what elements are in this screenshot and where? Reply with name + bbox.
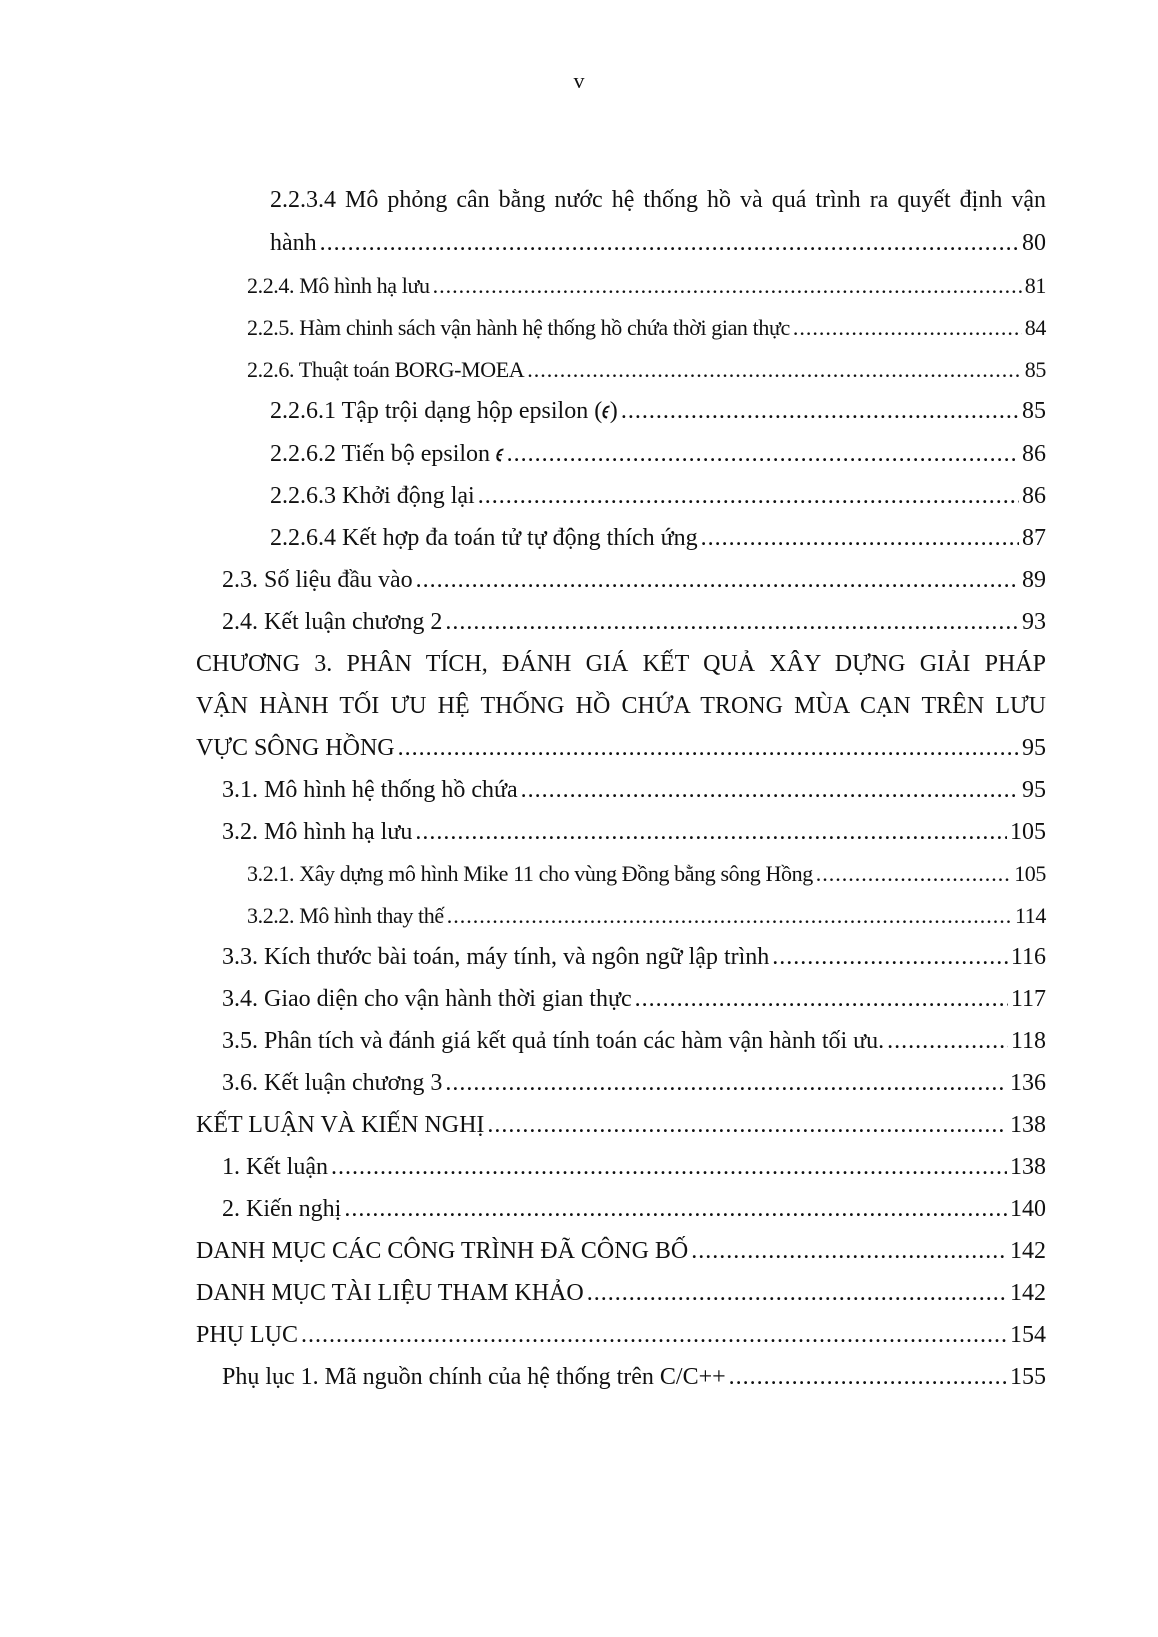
dot-leader	[691, 1238, 1007, 1265]
toc-entry-2234-title-line1: 2.2.3.4 Mô phỏng cân bằng nước hệ thống hồ và quá trình ra quyết định vận	[270, 187, 1046, 213]
toc-page-number: 95	[1022, 777, 1046, 803]
toc-entry-224	[247, 273, 1046, 299]
toc-chapter3-line2	[196, 693, 1046, 720]
dot-leader	[416, 567, 1019, 594]
toc-page-number: 114	[1015, 903, 1046, 928]
toc-entry-2263	[270, 483, 1046, 510]
toc-entry-2261	[270, 398, 1046, 425]
toc-entry-title: 2.2.6.4 Kết hợp đa toán tử tự động thích ứng	[270, 525, 698, 551]
toc-entry-32	[222, 819, 1046, 846]
toc-page-number: 93	[1022, 609, 1046, 635]
toc-entry-title: 3.4. Giao diện cho vận hành thời gian thực	[222, 986, 632, 1012]
dot-leader	[320, 230, 1019, 257]
page-number: v	[573, 68, 585, 93]
dot-leader	[635, 986, 1008, 1013]
toc-entry-title: PHỤ LỤC	[196, 1322, 299, 1348]
toc-chapter3-title-line3: VỰC SÔNG HỒNG	[196, 735, 395, 761]
toc-page-number: 155	[1010, 1364, 1046, 1390]
dot-leader	[621, 398, 1019, 425]
dot-leader	[587, 1280, 1007, 1307]
toc-page-number: 142	[1010, 1280, 1046, 1306]
toc-entry-title: 2.3. Số liệu đầu vào	[222, 567, 413, 593]
toc-entry-321	[247, 861, 1046, 887]
toc-entry-title: 2.2.5. Hàm chinh sách vận hành hệ thống hồ chứa thời gian thực	[247, 315, 790, 340]
toc-entry-2234-title-line2: hành	[270, 230, 317, 256]
dot-leader	[301, 1322, 1007, 1349]
toc-entry-publications	[196, 1238, 1046, 1265]
toc-page-number: 85	[1024, 357, 1046, 382]
toc-entry-322	[247, 903, 1046, 929]
dot-leader	[527, 357, 1022, 383]
toc-chapter3-line1	[196, 651, 1046, 678]
toc-entry-31	[222, 777, 1046, 804]
toc-page-number: 138	[1010, 1112, 1046, 1138]
dot-leader	[521, 777, 1019, 804]
toc-entry-title: 1. Kết luận	[222, 1154, 328, 1180]
toc-entry-conclusion-1	[222, 1154, 1046, 1181]
toc-entry-title: 2.2.6.1 Tập trội dạng hộp epsilon (𝜖)	[270, 398, 618, 424]
dot-leader	[398, 735, 1019, 762]
toc-page-number: 118	[1010, 1028, 1046, 1054]
dot-leader	[887, 1028, 1008, 1055]
toc-entry-title: 2.2.6.2 Tiến bộ epsilon 𝜖	[270, 441, 504, 467]
toc-entry-title: DANH MỤC CÁC CÔNG TRÌNH ĐÃ CÔNG BỐ	[196, 1238, 689, 1264]
toc-entry-title: 2. Kiến nghị	[222, 1196, 342, 1222]
dot-leader	[445, 609, 1019, 636]
toc-entry-appendix	[196, 1322, 1046, 1349]
toc-entry-36	[222, 1070, 1046, 1097]
toc-page-number: 105	[1010, 819, 1046, 845]
dot-leader	[729, 1364, 1007, 1391]
toc-page-number: 87	[1022, 525, 1046, 551]
toc-chapter3-line3	[196, 735, 1046, 762]
dot-leader	[344, 1196, 1007, 1223]
toc-entry-2262	[270, 441, 1046, 468]
toc-entry-references	[196, 1280, 1046, 1307]
toc-page-number: 105	[1014, 861, 1046, 886]
toc-entry-appendix-1	[222, 1364, 1046, 1391]
toc-entry-title: 2.2.6. Thuật toán BORG-MOEA	[247, 357, 525, 382]
dot-leader	[507, 441, 1019, 468]
dot-leader	[445, 1070, 1007, 1097]
toc-entry-title: Phụ lục 1. Mã nguồn chính của hệ thống trên C/C++	[222, 1364, 726, 1390]
toc-page-number: 117	[1010, 986, 1046, 1012]
toc-page-number: 86	[1022, 441, 1046, 467]
toc-entry-title: 3.6. Kết luận chương 3	[222, 1070, 443, 1096]
toc-page-number: 85	[1022, 398, 1046, 424]
toc-entry-225	[247, 315, 1046, 341]
toc-page-number: 86	[1022, 483, 1046, 509]
toc-entry-title: 2.2.4. Mô hình hạ lưu	[247, 273, 430, 298]
toc-entry-title: 3.2.1. Xây dựng mô hình Mike 11 cho vùng Đồng bằng sông Hồng	[247, 861, 813, 886]
dot-leader	[487, 1112, 1007, 1139]
toc-entry-title: 3.2.2. Mô hình thay thế	[247, 903, 444, 928]
toc-page-number: 81	[1024, 273, 1046, 298]
dot-leader	[433, 273, 1022, 299]
toc-entry-2264	[270, 525, 1046, 552]
dot-leader	[331, 1154, 1007, 1181]
toc-page-number: 95	[1022, 735, 1046, 761]
toc-entry-title: DANH MỤC TÀI LIỆU THAM KHẢO	[196, 1280, 584, 1306]
dot-leader	[447, 903, 1012, 929]
toc-entry-title: 3.3. Kích thước bài toán, máy tính, và ngôn ngữ lập trình	[222, 944, 770, 970]
toc-entry-35	[222, 1028, 1046, 1055]
dot-leader	[816, 861, 1011, 887]
toc-page-number: 136	[1010, 1070, 1046, 1096]
toc-entry-title: KẾT LUẬN VÀ KIẾN NGHỊ	[196, 1112, 485, 1138]
toc-page-number: 140	[1010, 1196, 1046, 1222]
toc-entry-title: 2.4. Kết luận chương 2	[222, 609, 443, 635]
toc-entry-title: 2.2.6.3 Khởi động lại	[270, 483, 475, 509]
toc-entry-title: 3.5. Phân tích và đánh giá kết quả tính toán các hàm vận hành tối ưu.	[222, 1028, 885, 1054]
toc-entry-2234-line1	[270, 187, 1046, 214]
toc-entry-226	[247, 357, 1046, 383]
toc-entry-title: 3.1. Mô hình hệ thống hồ chứa	[222, 777, 518, 803]
toc-chapter3-title-line2: VẬN HÀNH TỐI ƯU HỆ THỐNG HỒ CHỨA TRONG MÙA CẠN TRÊN LƯU	[196, 693, 1046, 719]
toc-page-number: 80	[1022, 230, 1046, 256]
toc-page-number: 154	[1010, 1322, 1046, 1348]
toc-page-number: 142	[1010, 1238, 1046, 1264]
toc-entry-title: 3.2. Mô hình hạ lưu	[222, 819, 413, 845]
toc-entry-conclusion-2	[222, 1196, 1046, 1223]
dot-leader	[415, 819, 1007, 846]
toc-entry-24	[222, 609, 1046, 636]
toc-entry-2234-line2	[270, 230, 1046, 257]
toc-entry-23	[222, 567, 1046, 594]
dot-leader	[793, 315, 1022, 341]
toc-page-number: 89	[1022, 567, 1046, 593]
toc-page-number: 84	[1024, 315, 1046, 340]
dot-leader	[701, 525, 1019, 552]
toc-page-number: 116	[1010, 944, 1046, 970]
toc-chapter3-title-line1: CHƯƠNG 3. PHÂN TÍCH, ĐÁNH GIÁ KẾT QUẢ XÂY DỰNG GIẢI PHÁP	[196, 651, 1046, 677]
toc-entry-33	[222, 944, 1046, 971]
toc-page-number: 138	[1010, 1154, 1046, 1180]
toc-entry-34	[222, 986, 1046, 1013]
dot-leader	[772, 944, 1008, 971]
toc-entry-conclusion	[196, 1112, 1046, 1139]
dot-leader	[478, 483, 1019, 510]
